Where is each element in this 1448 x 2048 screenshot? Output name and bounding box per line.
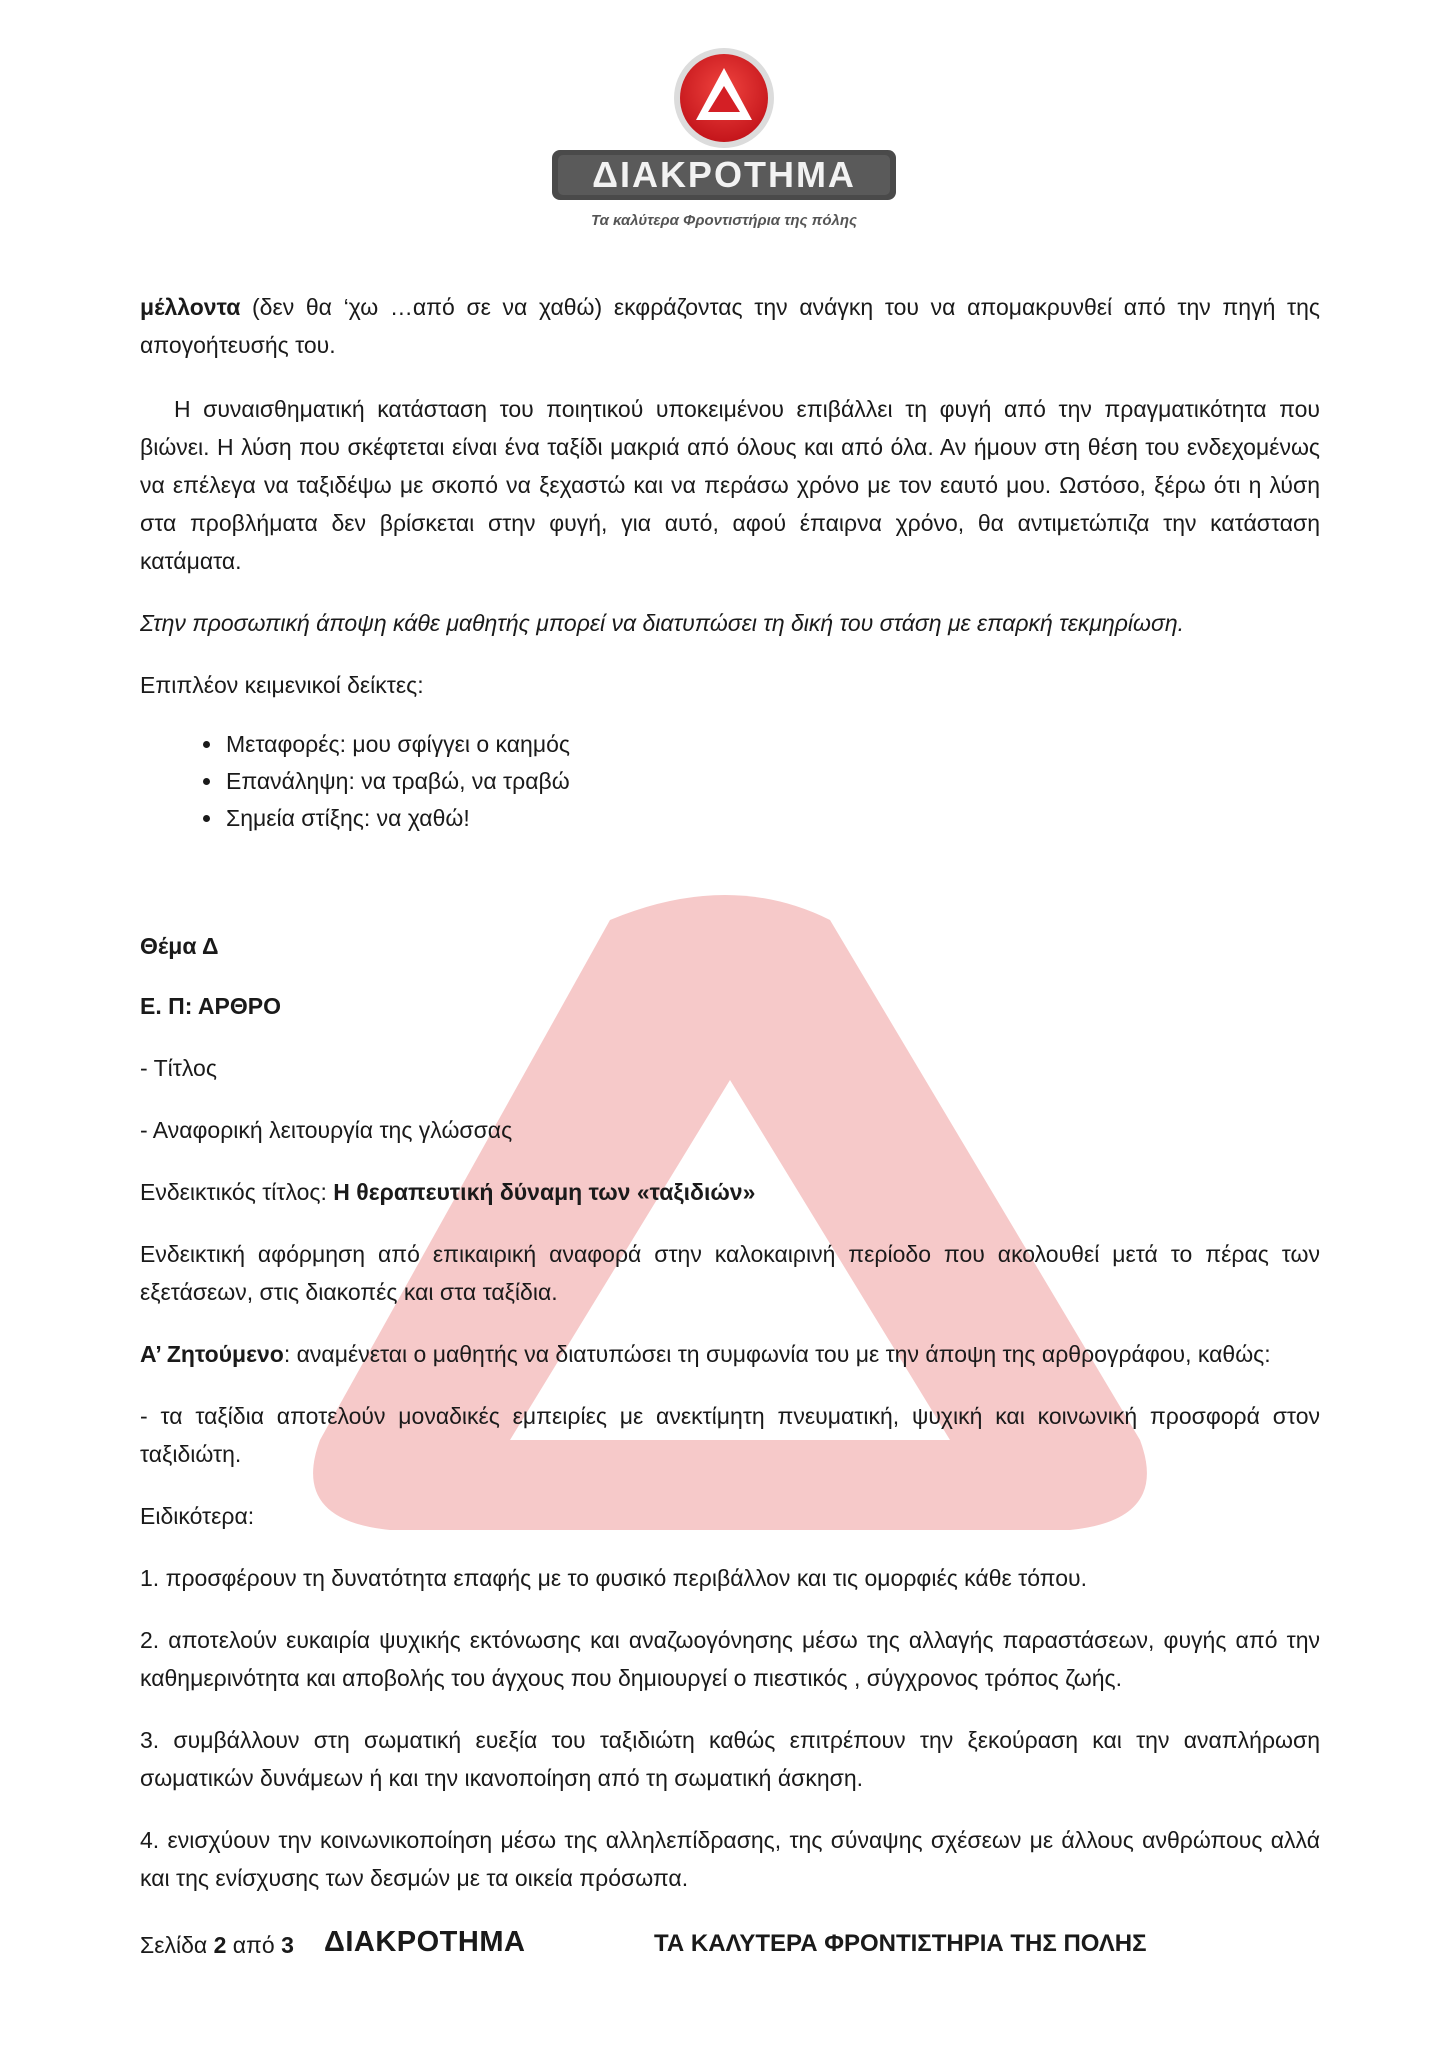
section-heading [140,927,1320,965]
indicative-title-line [140,1173,1320,1211]
personal-view-note: Στην προσωπική άποψη κάθε μαθητής μπορεί να διατυπώσει τη δική του στάση με επαρκή τεκμηρίωση. [140,610,1184,636]
indicator-list [140,726,1320,837]
list-item: • Σημεία στίξης: να χαθώ! [224,800,1320,837]
first-requirement-text: : αναμένεται ο μαθητής να διατυπώσει τη συμφωνία του με την άποψη της αρθρογράφου, καθώς: [283,1341,1271,1367]
footer-tagline: ΤΑ ΚΑΛΥΤΕΡΑ ΦΡΟΝΤΙΣΤΗΡΙΑ ΤΗΣ ΠΟΛΗΣ [654,1930,1147,1957]
paragraph-3-italic [140,604,1320,642]
numbered-item: 3. συμβάλλουν στη σωματική ευεξία του ταξιδιώτη καθώς επιτρέπουν την ξεκούραση και την αναπλήρωση σωματικών δυνάμεων ή και την ικανοποίηση από τη σωματική άσκηση. [140,1727,1320,1791]
paragraph-travel-value: - τα ταξίδια αποτελούν μοναδικές εμπειρίες με ανεκτίμητη πνευματική, ψυχική και κοινωνική προσφορά στον ταξιδιώτη. [140,1403,1320,1467]
text-type-heading [140,987,1320,1025]
logo-brand-text: ΔΙΑΚΡΟΤΗΜΑ [592,154,856,195]
indicative-title-label: Ενδεικτικός τίτλος: [140,1179,334,1205]
list-item: • Μεταφορές: μου σφίγγει ο καημός [224,726,1320,763]
paragraph-1 [140,288,1320,364]
footer-brand: ΔΙΑΚΡΟΤΗΜΑ [324,1926,526,1958]
page-prefix: Σελίδα [140,1932,214,1958]
requirement-language: - Αναφορική λειτουργία της γλώσσας [140,1117,513,1143]
numbered-item: 2. αποτελούν ευκαιρία ψυχικής εκτόνωσης και αναζωογόνησης μέσω της αλλαγής παραστάσεων, φυγής από την καθημερινότητα και αποβολής του άγχους που δημιουργεί ο πιεστικός , σύγχρονος τρόπος ζωής. [140,1627,1320,1691]
specifically-heading: Ειδικότερα: [140,1503,255,1529]
logo-tagline: Τα καλύτερα Φροντιστήρια της πόλης [590,212,858,229]
paragraph-first-requirement [140,1335,1320,1373]
paragraph-intro: Ενδεικτική αφόρμηση από επικαιρική αναφορά στην καλοκαιρινή περίοδο που ακολουθεί μετά το πέρας των εξετάσεων, στις διακοπές και στα ταξίδια. [140,1241,1320,1305]
numbered-item: 1. προσφέρουν τη δυνατότητα επαφής με το φυσικό περιβάλλον και τις ομορφιές κάθε τόπου. [140,1565,1087,1591]
list-item: • Επανάληψη: να τραβώ, να τραβώ [224,763,1320,800]
page-number [140,1932,294,1959]
diakrotima-logo [548,40,900,240]
total-pages: 3 [281,1932,294,1958]
numbered-item: 4. ενισχύουν την κοινωνικοποίηση μέσω της αλληλεπίδρασης, της σύναψης σχέσεων με άλλους ανθρώπους αλλά και της ενίσχυσης των δεσμών με τα οικεία πρόσωπα. [140,1827,1320,1891]
textual-indicators-heading: Επιπλέον κειμενικοί δείκτες: [140,672,424,698]
requirement-title: - Τίτλος [140,1055,217,1081]
page-of: από [226,1932,282,1958]
section-heading-text: Θέμα Δ [140,933,219,959]
paragraph-2: Η συναισθηματική κατάσταση του ποιητικού υποκειμένου επιβάλλει τη φυγή από την πραγματικότητα που βιώνει. Η λύση που σκέφτεται είναι ένα ταξίδι μακριά από όλους και από όλα. Αν ήμουν στη θέση του ενδεχομένως να επέλεγα να ταξιδέψω με σκοπό να ξεχαστώ και να περάσω χρόνο με τον εαυτό μου. Ωστόσο, ξέρω ότι η λύση στα προβλήματα δεν βρίσκεται στην φυγή, για αυτό, αφού έπαιρνα χρόνο, θα αντιμετώπιζα την κατάσταση κατάματα. [140,396,1320,574]
paragraph-1-bold: μέλλοντα [140,294,241,320]
paragraph-1-text: (δεν θα ‘χω …από σε να χαθώ) εκφράζοντας την ανάγκη του να απομακρυνθεί από την πηγή της απογοήτευσής του. [140,294,1320,358]
document-body [140,288,1320,1897]
first-requirement-label: Α’ Ζητούμενο [140,1341,284,1367]
indicative-title-value: Η θεραπευτική δύναμη των «ταξιδιών» [333,1179,756,1205]
current-page: 2 [213,1932,227,1958]
text-type-heading-text: Ε. Π: ΑΡΘΡΟ [140,993,281,1019]
page-footer [140,1926,1320,1966]
